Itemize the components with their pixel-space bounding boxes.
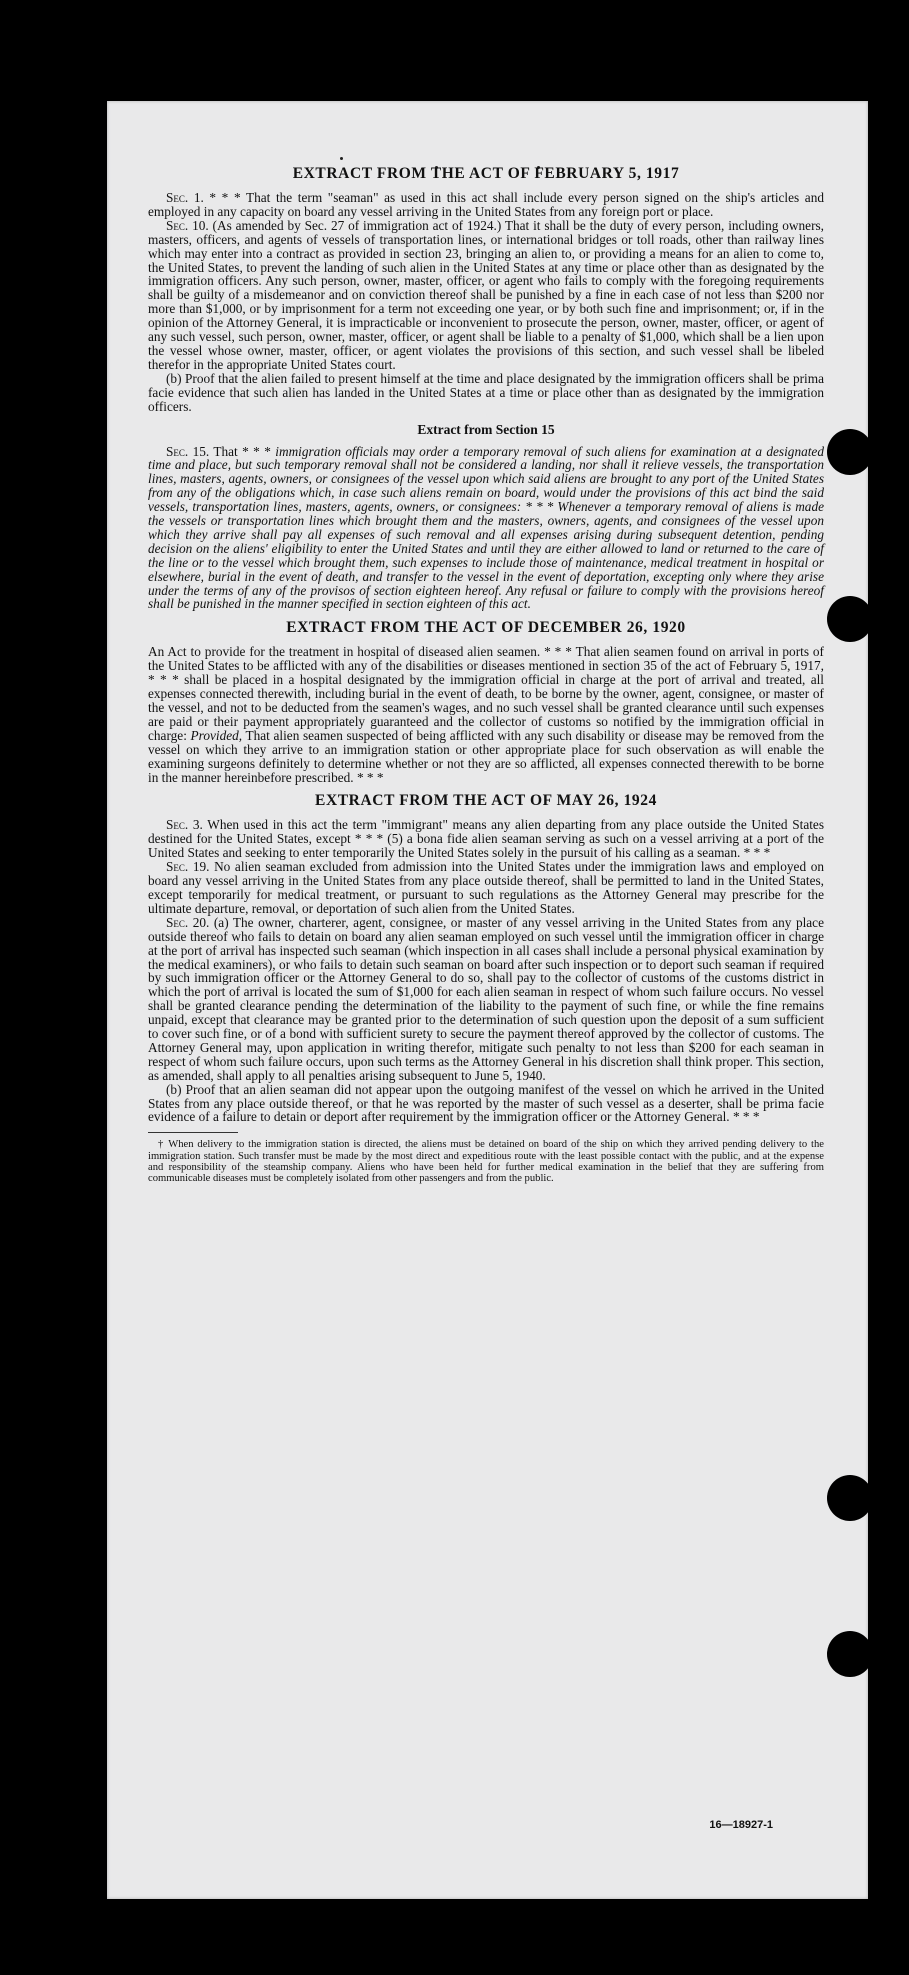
section-label: Sec. 3. — [166, 817, 203, 833]
footnote-text: † When delivery to the immigration station is directed, the aliens must be detained on board of the ship on which they arrived pending delivery to the immigration station. Such transfer must be made by the most direct and expeditious route with the least possible contact with the public, and at the expense and responsibility of the steamship company. Aliens who have been held for further medical examination in the belief that they are suffering from communicable diseases must be completely isolated from other passengers and from the public. — [148, 1139, 824, 1184]
proviso-word: Provided, — [190, 727, 243, 743]
section-heading: EXTRACT FROM THE ACT OF MAY 26, 1924 — [315, 792, 657, 810]
paragraph-sec-15 — [148, 445, 824, 612]
paragraph-act-1920 — [148, 645, 824, 784]
paragraph-text: (a) The owner, charterer, agent, consignee, or master of any vessel arriving in the United States from any place outside thereof who fails to detain on board any alien seaman employed on such vessel until the immigration officer in charge at the port of arrival has inspected such seaman (which inspection in all cases shall include a personal physical examination by the medical examiners), or who fails to detain such seaman on board after such inspection or to deport such seaman if required by such immigration officer or the Attorney General to do so, shall pay to the collector of customs of the customs district in which the port of arrival is located the sum of $1,000 for each alien seaman in respect of whom such failure occurs. No vessel shall be granted clearance pending the determination of the liability to the payment of such fine, or while the fine remains unpaid, except that clearance may be granted prior to the determination of such question upon the deposit of a sum sufficient to cover such fine, or of a bond with sufficient surety to secure the payment thereof approved by the collector of customs. The Attorney General may, upon application in writing therefor, mitigate such penalty to not less than $200 for each seaman in respect of whom such failure occurs, upon such terms as the Attorney General in his discretion shall think proper. This section, as amended, shall apply to all penalties arising subsequent to June 5, 1940. — [148, 914, 824, 1083]
section-label: Sec. 10. — [166, 217, 209, 233]
section-label: Sec. 15. — [166, 443, 210, 459]
section-heading: Extract from Section 15 — [417, 421, 555, 437]
paragraph-text: An Act to provide for the treatment in hospital of diseased alien seamen. * * * That alien seamen found on arrival in ports of the United States to be afflicted with any of the disabilities or diseases mentioned in section 35 of the act of February 5, 1917, * * * shall be placed in a hospital designated by the immigration official in charge at the port of arrival and treated, all expenses connected therewith, including burial in the event of death, to be borne by the owner, agent, consignee, or master of the vessel, and not to be deducted from the seamen's wages, and no such vessel shall be granted clearance until such expenses are paid or their payment appropriately guaranteed and the collector of customs so notified by the immigration official in charge: — [148, 644, 824, 743]
paragraph-text: * * * That the term "seaman" as used in this act shall include every person signed on the ship's articles and employed in any capacity on board any vessel arriving in the United States from any foreign port or place. — [148, 190, 824, 219]
paragraph-sec-20-b: (b) Proof that an alien seaman did not appear upon the outgoing manifest of the vessel on which he arrived in the United States from any place outside thereof, or that he was reported by the master of such vessel as a deserter, shall be prima facie evidence of a failure to detain or deport after requirement by the immigration officer or the Attorney General. * * * — [148, 1081, 824, 1125]
section-label: Sec. 20. — [166, 914, 210, 930]
document-body — [148, 165, 824, 1184]
punch-hole — [827, 596, 873, 642]
section-label: Sec. 1. — [166, 190, 204, 205]
form-number: 16—18927-1 — [709, 1819, 773, 1831]
section-act-may-1924 — [148, 792, 824, 1124]
punch-hole — [827, 429, 873, 475]
section-heading: EXTRACT FROM THE ACT OF DECEMBER 26, 1920 — [286, 619, 686, 637]
section-act-dec-1920 — [148, 619, 824, 784]
paragraph-intro: That * * * — [209, 443, 276, 459]
paragraph-sec-3 — [148, 818, 824, 860]
section-extract-15 — [148, 422, 824, 612]
section-act-feb-1917 — [148, 165, 824, 414]
footnote-divider — [148, 1132, 238, 1133]
paragraph-text: That alien seamen suspected of being afflicted with any such disability or disease may be removed from the vessel on which they arrive to an immigration station or other appropriate place for such observation as will enable the examining surgeons definitely to determine whether or not they are so afflicted, all expenses connected therewith to be borne in the manner hereinbefore prescribed. * * * — [148, 727, 824, 785]
paragraph-sec-1 — [148, 191, 824, 219]
footnote — [148, 1139, 824, 1184]
paragraph-sec-20 — [148, 916, 824, 1083]
section-label: Sec. 19. — [166, 859, 210, 875]
paragraph-text: No alien seaman excluded from admission into the United States under the immigration laws and employed on board any vessel arriving in the United States from any place outside thereof, shall be permitted to land in the United States, except temporarily for medical treatment, or pursuant to such regulations as the Attorney General may prescribe for the ultimate departure, removal, or deportation of such alien from the United States. — [148, 859, 824, 916]
paragraph-text: immigration officials may order a temporary removal of such aliens for examination at a designated time and place, but such temporary removal shall not be considered a landing, nor shall it relieve vessels, the transportation lines, masters, agents, owners, or consignees of the vessel upon which said aliens are brought to any port of the United States from any of the obligations which, in case such aliens remain on board, would under the provisions of this act bind the said vessels, transportation lines, masters, agents, owners, or consignees: * * * Whenever a temporary removal of aliens is made the vessels or transportation lines which brought them and the masters, owners, agents, and consignees of the vessel upon which they arrive shall pay all expenses of such removal and all expenses arising during subsequent detention, pending decision on the aliens' eligibility to enter the United States and until they are either allowed to land or returned to the care of the line or to the vessel which brought them, such expenses to include those of maintenance, medical treatment in hospital or elsewhere, burial in the event of death, and transfer to the vessel in the event of deportation, excepting only where they arise under the terms of any of the provisos of section eighteen hereof. Any refusal or failure to comply with the provisions hereof shall be punished in the manner specified in section eighteen of this act. — [148, 443, 824, 612]
paragraph-text: When used in this act the term "immigrant" means any alien departing from any place outside the United States destined for the United States, except * * * (5) a bona fide alien seaman serving as such on a vessel arriving at a port of the United States and seeking to enter temporarily the United States solely in the pursuit of his calling as a seaman. * * * — [148, 817, 824, 861]
dot-mark — [340, 157, 343, 160]
punch-hole — [827, 1475, 873, 1521]
punch-hole — [827, 1631, 873, 1677]
paragraph-sec-19 — [148, 860, 824, 916]
paragraph-sec-10 — [148, 219, 824, 372]
paragraph-text: (As amended by Sec. 27 of immigration act of 1924.) That it shall be the duty of every person, including owners, masters, officers, and agents of vessels of transportation lines, or international bridges or toll roads, other than railway lines which may enter into a contract as provided in section 23, bringing an alien to, or providing a means for an alien to come to, the United States, to prevent the landing of such alien in the United States at any time or place other than as designated by the immigration officers. Any such person, owner, master, officer, or agent who fails to comply with the foregoing requirements shall be guilty of a misdemeanor and on conviction thereof shall be punished by a fine in each case of not less than $200 nor more than $1,000, or by imprisonment for a term not exceeding one year, or by both such fine and imprisonment; or, if in the opinion of the Attorney General, it is impracticable or inconvenient to prosecute the person, owner, master, officer, or agent of any such vessel, such person, owner, master, officer, or agent shall be liable to a penalty of $1,000, which shall be a lien upon the vessel whose owner, master, officer, or agent violates the provisions of this section, and such vessel shall be libeled therefor in the appropriate United States court. — [148, 217, 824, 372]
document-page — [107, 101, 868, 1899]
paragraph-sec-10-b: (b) Proof that the alien failed to present himself at the time and place designated by the immigration officers shall be prima facie evidence that such alien has landed in the United States at a time or place other than as designated by the immigration officers. — [148, 370, 824, 414]
section-heading: EXTRACT FROM THE ACT OF FEBRUARY 5, 1917 — [292, 165, 680, 182]
